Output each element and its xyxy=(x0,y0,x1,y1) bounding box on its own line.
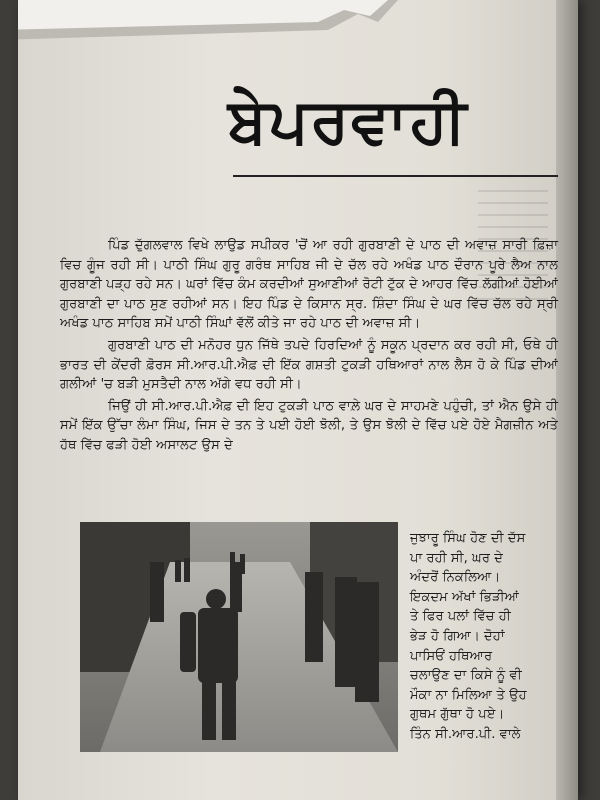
side-line: ਮੌਕਾ ਨਾ ਮਿਲਿਆ ਤੇ ਉਹ xyxy=(410,687,527,703)
side-line: ਭੇੜ ਹੋ ਗਿਆ। ਦੋਹਾਂ xyxy=(410,628,505,644)
side-line: ਗੁਥਮ ਗੁੱਥਾ ਹੋ ਪਏ। xyxy=(410,707,505,723)
book-page xyxy=(18,0,578,800)
side-line: ਤੇ ਫਿਰ ਪਲਾਂ ਵਿੱਚ ਹੀ xyxy=(410,609,511,625)
paragraph-2: ਗੁਰਬਾਣੀ ਪਾਠ ਦੀ ਮਨੋਹਰ ਧੁਨ ਜਿੱਥੇ ਤਪਦੇ ਹਿਰਦਿਆਂ ਨੂੰ ਸਕੂਨ ਪ੍ਰਦਾਨ ਕਰ ਰਹੀ ਸੀ, ਓਥੇ ਹੀ ਭਾਰਤ ਦੀ ਕੇਂਦਰੀ ਫ਼ੋਰਸ ਸੀ.ਆਰ.ਪੀ.ਐਫ਼ ਦੀ ਇੱਕ ਗਸ਼ਤੀ ਟੁਕੜੀ ਹਥਿਆਰਾਂ ਨਾਲ ਲੈਸ ਹੋ ਕੇ ਪਿੰਡ ਦੀਆਂ ਗਲੀਆਂ 'ਚ ਬੜੀ ਮੁਸਤੈਦੀ ਨਾਲ ਅੱਗੇ ਵਧ ਰਹੀ ਸੀ। xyxy=(60,337,558,393)
side-line: ਚਲਾਉਣ ਦਾ ਕਿਸੇ ਨੂੰ ਵੀ xyxy=(410,668,522,684)
paragraph-1: ਪਿੰਡ ਦੁੱਗਲਵਾਲ ਵਿਖੇ ਲਾਉਡ ਸਪੀਕਰ 'ਚੋਂ ਆ ਰਹੀ ਗੁਰਬਾਣੀ ਦੇ ਪਾਠ ਦੀ ਅਵਾਜ਼ ਸਾਰੀ ਫ਼ਿਜ਼ਾ ਵਿਚ ਗੂੰਜ ਰਹੀ ਸੀ। ਪਾਠੀ ਸਿੰਘ ਗੁਰੂ ਗਰੰਥ ਸਾਹਿਬ ਜੀ ਦੇ ਚੱਲ ਰਹੇ ਅਖੰਡ ਪਾਠ ਦੌਰਾਨ ਪੂਰੇ ਲੈਅ ਨਾਲ ਗੁਰਬਾਣੀ ਪੜ੍ਹ ਰਹੇ ਸਨ। ਘਰਾਂ ਵਿੱਚ ਕੰਮ ਕਰਦੀਆਂ ਸੁਆਣੀਆਂ ਰੋਟੀ ਟੁੱਕ ਦੇ ਆਹਰ ਵਿੱਚ ਲੱਗੀਆਂ ਹੋਈਆਂ ਗੁਰਬਾਣੀ ਦਾ ਪਾਠ ਸੁਣ ਰਹੀਆਂ ਸਨ। ਇਹ ਪਿੰਡ ਦੇ ਕਿਸਾਨ ਸ੍ਰ. ਸ਼ਿੰਦਾ ਸਿੰਘ ਦੇ ਘਰ ਵਿੱਚ ਚੱਲ ਰਹੇ ਸ੍ਰੀ ਅਖੰਡ ਪਾਠ ਸਾਹਿਬ ਸਮੇਂ ਪਾਠੀ ਸਿੰਘਾਂ ਵੱਲੋਂ ਕੀਤੇ ਜਾ ਰਹੇ ਪਾਠ ਦੀ ਅਵਾਜ਼ ਸੀ। xyxy=(60,238,558,332)
side-column-text xyxy=(410,529,562,745)
story-body xyxy=(60,236,558,458)
soldiers-patrol-photo xyxy=(80,522,398,752)
side-line: ਤਿੰਨ ਸੀ.ਆਰ.ਪੀ. ਵਾਲੇ xyxy=(410,726,521,742)
side-line: ਪਾਸਿਓਂ ਹਥਿਆਰ xyxy=(410,648,493,664)
side-line: ਇਕਦਮ ਅੱਖਾਂ ਭਿੜੀਆਂ xyxy=(410,589,519,605)
title-underline xyxy=(233,175,558,177)
side-line: ਪਾ ਰਹੀ ਸੀ, ਘਰ ਦੇ xyxy=(410,550,503,566)
header-banner-decoration xyxy=(18,0,398,52)
story-title: ਬੇਪਰਵਾਹੀ xyxy=(228,84,469,157)
paragraph-3: ਜਿਉਂ ਹੀ ਸੀ.ਆਰ.ਪੀ.ਐਫ਼ ਦੀ ਇਹ ਟੁਕੜੀ ਪਾਠ ਵਾਲ਼ੇ ਘਰ ਦੇ ਸਾਹਮਣੇ ਪਹੁੰਚੀ, ਤਾਂ ਐਨ ਉਸੇ ਹੀ ਸਮੇਂ ਇੱਕ ਉੱਚਾ ਲੰਮਾ ਸਿੰਘ, ਜਿਸ ਦੇ ਤਨ ਤੇ ਪਈ ਹੋਈ ਝੋਲੀ, ਤੇ ਉਸ ਝੋਲੀ ਦੇ ਵਿੱਚ ਪਏ ਹੋਏ ਮੈਗਜ਼ੀਨ ਅਤੇ ਹੱਥ ਵਿੱਚ ਫੜੀ ਹੋਈ ਅਸਾਲਟ ਉਸ ਦੇ xyxy=(60,398,558,453)
side-line: ਅੰਦਰੋਂ ਨਿਕਲਿਆ। xyxy=(410,570,501,586)
side-line: ਜੁਝਾਰੂ ਸਿੰਘ ਹੋਣ ਦੀ ਦੱਸ xyxy=(410,531,526,546)
